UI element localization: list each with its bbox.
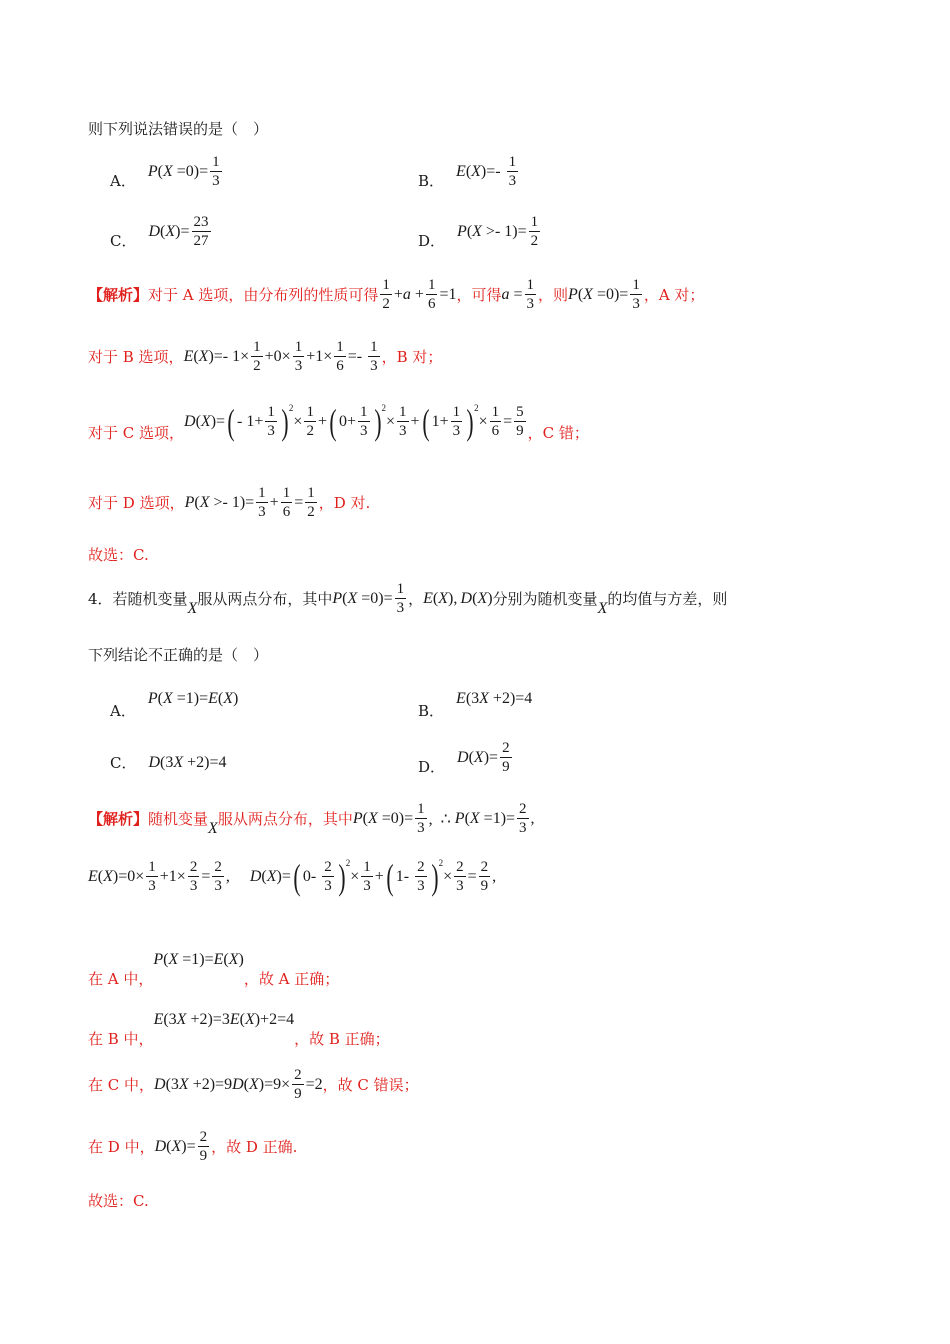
q3-option-b-label: B．	[418, 172, 445, 190]
q4-analysis-formula-d: D ( X )= ( 0- $\frac{2}{3}$ ) 2 × $\frac{1}{3}$ + ( 1- $\frac{2}{3}$ ) 2 × $\frac{2}{3}$ = $\frac{2}{9}$ ,	[249, 856, 497, 897]
q3-analysis-b-end: ，B 对；	[381, 348, 443, 366]
q4-in-c-formula: D (3 X +2)=9 D ( X )=9× $\frac{2}{9}$ =2	[154, 1067, 323, 1102]
q4-in-d-label: 在 D 中，	[88, 1138, 155, 1156]
q4-option-c-label: C．	[110, 754, 137, 772]
q3-option-c	[110, 212, 213, 251]
q4-option-d-label: D．	[418, 758, 446, 776]
q3-analysis-b	[88, 338, 442, 375]
q4-option-b-formula: E (3 X +2)=4	[456, 689, 533, 707]
q4-stem-line2	[88, 644, 268, 665]
q4-option-c	[110, 752, 227, 773]
q3-analysis-c-end: ，C 错；	[527, 424, 589, 442]
q4-answer-text: 故选：C.	[88, 1192, 149, 1210]
q4-option-b-label: B．	[418, 702, 445, 720]
q4-in-d	[88, 1128, 297, 1165]
q4-in-d-formula: D ( X )= $\frac{2}{9}$	[154, 1129, 208, 1164]
q4-in-a-label: 在 A 中，	[88, 970, 154, 988]
q3-analysis-formula-sum: $\frac{1}{2}$ + a + $\frac{1}{6}$ =1	[382, 277, 457, 312]
q4-analysis-line2	[88, 858, 496, 895]
q3-option-b-formula: E ( X )=- $\frac{1}{3}$	[456, 154, 517, 189]
q4-option-a	[110, 676, 238, 721]
q3-option-a-formula: P ( X =0)= $\frac{1}{3}$	[147, 154, 220, 189]
q4-option-b	[418, 676, 532, 721]
q3-option-a	[110, 152, 224, 191]
q3-analysis-c-label: 对于 C 选项，	[88, 424, 185, 442]
q3-analysis-d-formula: P ( X >- 1)= $\frac{1}{3}$ + $\frac{1}{6}$ = $\frac{1}{2}$	[184, 485, 315, 520]
q3-answer	[88, 544, 149, 565]
q3-stem-text: 则下列说法错误的是（ ）	[88, 120, 269, 138]
q4-stem-e: 的均值与方差，则	[607, 590, 728, 608]
q4-in-a-formula: P ( X =1)= E ( X )	[153, 950, 244, 968]
q4-stem	[88, 580, 727, 617]
q3-analysis-d-label: 对于 D 选项，	[88, 494, 185, 512]
q4-in-b-label: 在 B 中，	[88, 1030, 154, 1048]
q4-in-c-label: 在 C 中，	[88, 1076, 155, 1094]
q3-option-d-formula: P ( X >- 1)= $\frac{1}{2}$	[457, 214, 539, 249]
q4-stem-b: 服从两点分布，其中	[197, 590, 333, 608]
q3-analysis-formula-p0: P ( X =0)= $\frac{1}{3}$	[568, 277, 640, 312]
q3-option-c-formula: D ( X )= $\frac{23}{27}$	[148, 214, 209, 249]
q3-analysis-text-b: ，可得	[456, 286, 502, 304]
q4-stem-x2: X	[597, 599, 608, 617]
q3-analysis-c	[88, 400, 589, 443]
q4-stem-x1: X	[187, 599, 198, 617]
q3-answer-text: 故选：C.	[88, 546, 149, 564]
q3-analysis-text-a: 对于 A 选项，由分布列的性质可得	[148, 286, 379, 304]
q4-analysis-formula-e: E ( X )=0× $\frac{1}{3}$ +1× $\frac{2}{3}$ = $\frac{2}{3}$ ,	[88, 859, 230, 894]
q3-option-d-label: D．	[418, 232, 446, 250]
q4-option-d	[418, 738, 514, 777]
q4-stem-c: ，	[408, 590, 424, 608]
q4-in-d-end: ，故 D 正确.	[211, 1138, 298, 1156]
q3-analysis-b-formula: E ( X )=- 1× $\frac{1}{2}$ +0× $\frac{1}{3}$ +1× $\frac{1}{6}$ =- $\frac{1}{3}$	[183, 339, 378, 374]
q3-analysis-line1	[88, 276, 704, 313]
q4-in-c-end: ，故 C 错误；	[322, 1076, 419, 1094]
q4-in-b	[88, 1000, 390, 1049]
q3-stem	[88, 118, 268, 139]
q3-analysis-d-end: ，D 对.	[318, 494, 371, 512]
q3-analysis-tag: 【解析】	[88, 286, 149, 304]
q4-in-b-end: ，故 B 正确；	[294, 1030, 390, 1048]
q4-analysis-text-b: 服从两点分布，其中	[217, 810, 353, 828]
q3-analysis-text-d: ，A 对；	[643, 286, 705, 304]
q3-option-b	[418, 152, 520, 191]
q4-stem-line2-text: 下列结论不正确的是（ ）	[88, 646, 269, 664]
q3-analysis-formula-a: a = $\frac{1}{3}$	[501, 277, 535, 312]
q3-analysis-d	[88, 484, 370, 521]
q4-in-b-formula: E (3 X +2)=3 E ( X )+2=4	[153, 1010, 295, 1028]
q4-option-a-label: A．	[110, 702, 136, 720]
q4-analysis-line1	[88, 800, 535, 837]
q4-answer	[88, 1190, 149, 1211]
q4-option-a-formula: P ( X =1)= E ( X )	[147, 689, 239, 707]
q4-stem-d: 分别为随机变量	[492, 590, 598, 608]
q4-in-a	[88, 940, 339, 989]
q4-option-c-formula: D (3 X +2)=4	[148, 753, 227, 771]
q4-stem-a: 4．若随机变量	[88, 590, 188, 608]
q3-analysis-b-label: 对于 B 选项，	[88, 348, 184, 366]
q3-option-a-label: A．	[110, 172, 136, 190]
q3-analysis-text-c: ，则	[538, 286, 569, 304]
q3-option-d	[418, 212, 542, 251]
q4-stem-formula-ed: E ( X ), D ( X )	[423, 589, 493, 607]
q4-in-a-end: ，故 A 正确；	[243, 970, 340, 988]
q4-analysis-formula-p: P ( X =0)= $\frac{1}{3}$ , ∴ P ( X =1)= $\frac{2}{3}$ ,	[352, 801, 535, 836]
q4-analysis-tag: 【解析】	[88, 810, 149, 828]
q4-analysis-x: X	[208, 819, 218, 837]
q3-option-c-label: C．	[110, 232, 137, 250]
q4-stem-formula-p0: P ( X =0)= $\frac{1}{3}$	[332, 581, 405, 616]
q4-in-c	[88, 1066, 419, 1103]
q3-analysis-c-formula: D ( X )= ( - 1+ $\frac{1}{3}$ ) 2 × $\frac{1}{2}$ + ( 0+ $\frac{1}{3}$ ) 2 × $\frac{1}{3}$ + ( 1+ $\frac{1}{3}$ ) 2 × $\frac{1}{6}$ = $\frac{5}{9}$	[184, 401, 524, 442]
q4-analysis-text-a: 随机变量	[148, 810, 209, 828]
q4-option-d-formula: D ( X )= $\frac{2}{9}$	[457, 740, 510, 775]
